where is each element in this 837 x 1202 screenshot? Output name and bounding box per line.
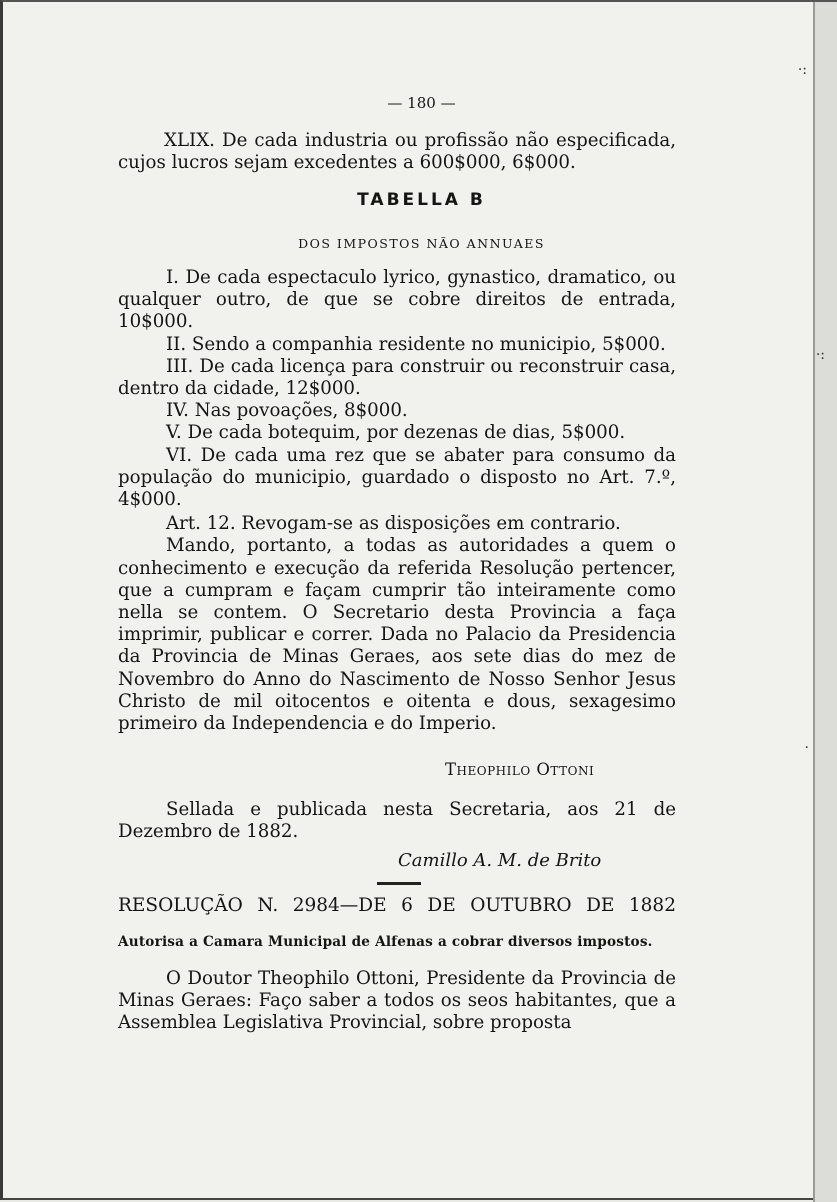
resolution-heading-word: OUTUBRO: [470, 895, 572, 916]
divider-rule: [377, 882, 421, 885]
tax-item: V. De cada botequim, por dezenas de dias, 5$000.: [166, 422, 626, 444]
margin-mark: ·:: [797, 62, 807, 78]
paragraph-xlix: XLIX. De cada industria ou profissão não especificada, cujos lucros sejam excedentes a 600$000, 6$000.: [118, 130, 676, 174]
tax-item: VI. De cada uma rez que se abater para consumo da população do municipio, guardado o disposto no Art. 7.º, 4$000.: [118, 444, 676, 511]
signature-clerk: Camillo A. M. de Brito: [398, 850, 602, 871]
resolution-subtitle: Autorisa a Camara Municipal de Alfenas a cobrar diversos impostos.: [118, 934, 653, 950]
tax-item: III. De cada licença para construir ou reconstruir casa, dentro da cidade, 12$000.: [118, 355, 676, 400]
page-number: — 180 —: [387, 94, 456, 112]
margin-mark: ·: [804, 740, 809, 756]
resolution-heading: [118, 895, 676, 916]
resolution-heading-word: RESOLUÇÃO: [118, 895, 243, 916]
resolution-heading-word: N.: [257, 895, 279, 916]
tax-item: I. De cada espectaculo lyrico, gynastico, dramatico, ou qualquer outro, de que se cobre direitos de entrada, 10$000.: [118, 267, 676, 333]
tax-items-list: [118, 267, 676, 735]
resolution-heading-word: DE: [586, 895, 615, 916]
page-edge-shadow: [813, 2, 837, 1202]
tax-item: IV. Nas povoações, 8$000.: [166, 400, 408, 422]
resolution-heading-word: 2984—DE: [292, 895, 387, 916]
table-subtitle: DOS IMPOSTOS NÃO ANNUAES: [298, 236, 545, 251]
article-12: Art. 12. Revogam-se as disposições em contrario.: [166, 513, 621, 535]
resolution-heading-word: DE: [427, 895, 456, 916]
resolution-heading-word: 6: [401, 895, 413, 916]
table-title: TABELLA B: [357, 190, 486, 210]
tax-item: II. Sendo a companhia residente no municipio, 5$000.: [166, 333, 666, 355]
sellada-paragraph: Sellada e publicada nesta Secretaria, aos 21 de Dezembro de 1882.: [118, 799, 676, 843]
margin-mark: ·:: [815, 347, 825, 363]
final-paragraph: O Doutor Theophilo Ottoni, Presidente da Provincia de Minas Geraes: Faço saber a todos os seos habitantes, que a Assemblea Legislativa Provincial, sobre proposta: [118, 968, 676, 1034]
resolution-heading-word: 1882: [628, 895, 676, 916]
decree-paragraph: Mando, portanto, a todas as autoridades a quem o conhecimento e execução da referida Resolução pertencer, que a cumpram e façam cumprir tão inteiramente como nella se contem. O Secretario desta Provincia a faça imprimir, publicar e correr. Dada no Palacio da Presidencia da Provincia de Minas Geraes, aos sete dias do mez de Novembro do Anno do Nascimento de Nosso Senhor Jesus Christo de mil oitocentos e oitenta e dous, sexagesimo primeiro da Independencia e do Imperio.: [118, 535, 676, 735]
signature-governor: Theophilo Ottoni: [445, 760, 595, 779]
